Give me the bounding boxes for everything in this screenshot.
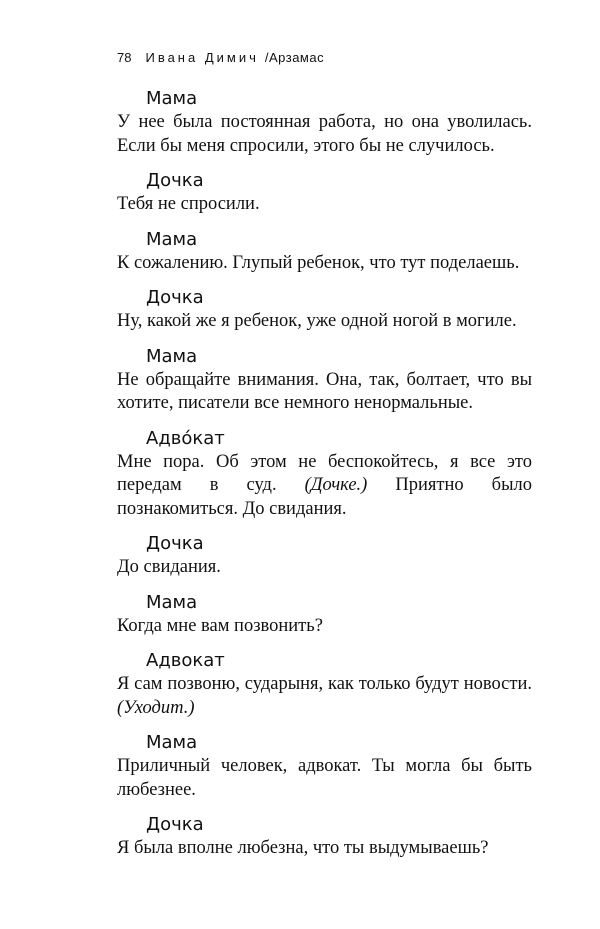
speaker-name: Мама xyxy=(146,228,198,250)
dialogue-line: Когда мне вам позвонить? xyxy=(117,615,323,636)
dialogue-line: Приличный человек, адвокат. Ты могла бы быть любезнее. xyxy=(117,756,532,800)
dialogue-line xyxy=(117,451,532,522)
speaker-name: Дочка xyxy=(146,170,204,191)
speaker-name: Дочка xyxy=(146,814,204,835)
speaker-name: Мама xyxy=(146,88,198,109)
page-number: 78 xyxy=(117,50,132,65)
dialogue-line: До свидания. xyxy=(117,557,221,577)
stage-direction: (Дочке.) xyxy=(304,475,368,495)
dialogue-text: Приятно было познакомиться. До свидания. xyxy=(117,475,533,519)
speaker-name: Адво́кат xyxy=(146,427,225,449)
dialogue-entry xyxy=(117,650,532,720)
dialogue-body xyxy=(117,88,532,861)
speaker-name: Мама xyxy=(146,345,198,367)
dialogue-entry xyxy=(117,814,532,861)
publisher-name: /Арзамас xyxy=(264,50,325,65)
dialogue-entry xyxy=(117,287,532,334)
speaker-name: Дочка xyxy=(146,287,204,308)
speaker-name: Дочка xyxy=(146,533,204,554)
author-name: Ивана Димич xyxy=(145,50,259,65)
speaker-name: Мама xyxy=(146,591,198,613)
dialogue-text: Я сам позвоню, сударыня, как только будут новости. xyxy=(117,674,532,694)
dialogue-line xyxy=(117,673,532,720)
dialogue-line: Тебя не спросили. xyxy=(117,194,260,214)
dialogue-entry xyxy=(117,428,532,522)
dialogue-line: Я была вполне любезна, что ты выдумываешь? xyxy=(117,838,489,858)
dialogue-line: У нее была постоянная работа, но она уволилась. Если бы меня спросили, этого бы не случилось. xyxy=(117,112,532,156)
dialogue-entry xyxy=(117,592,532,639)
stage-direction: (Уходит.) xyxy=(117,697,195,718)
dialogue-entry xyxy=(117,533,532,580)
dialogue-entry xyxy=(117,88,532,158)
dialogue-entry xyxy=(117,346,532,416)
dialogue-line: К сожалению. Глупый ребенок, что тут поделаешь. xyxy=(117,252,520,273)
dialogue-entry xyxy=(117,170,532,217)
running-head xyxy=(117,50,324,65)
dialogue-line: Ну, какой же я ребенок, уже одной ногой в могиле. xyxy=(117,311,517,331)
speaker-name: Адвокат xyxy=(146,650,225,671)
dialogue-entry xyxy=(117,732,532,802)
dialogue-line: Не обращайте внимания. Она, так, болтает, что вы хотите, писатели все немного ненормальные. xyxy=(117,369,532,413)
speaker-name: Мама xyxy=(146,732,198,753)
dialogue-entry xyxy=(117,229,532,276)
dialogue-text: Мне пора. Об этом не беспокойтесь, я все это передам в суд. xyxy=(117,451,532,495)
